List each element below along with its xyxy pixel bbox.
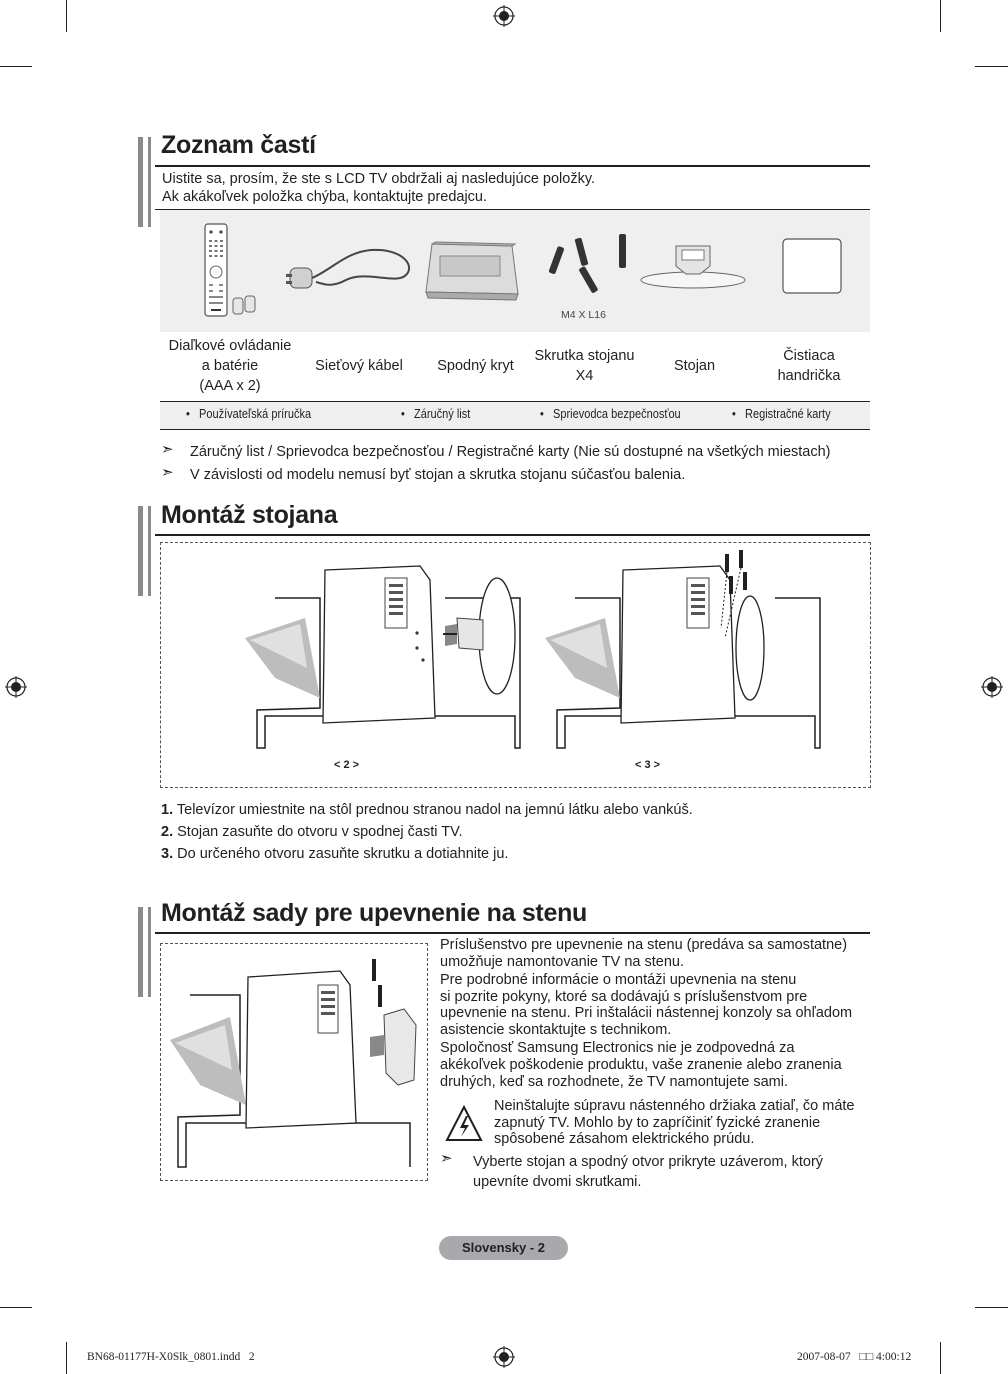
- part-caption: Stojan: [673, 358, 716, 374]
- section-title: Montáž stojana: [161, 501, 338, 529]
- wall-mount-figure: [170, 955, 420, 1170]
- part-caption: Spodný kryt: [437, 358, 514, 374]
- document-item: • Používateľská príručka: [186, 407, 312, 421]
- wall-paragraph-line: umožňuje namontovanie TV na stenu.: [440, 954, 684, 970]
- section-bar: [138, 506, 143, 596]
- note-text: Vyberte stojan a spodný otvor prikryte uzáverom, ktorý: [473, 1154, 824, 1170]
- note-text: V závislosti od modelu nemusí byť stojan a skrutka stojanu súčasťou balenia.: [190, 467, 686, 483]
- document-item: • Sprievodca bezpečnosťou: [540, 407, 681, 421]
- section-bar: [148, 137, 151, 227]
- crop-mark: [0, 1307, 32, 1308]
- part-caption: Skrutka stojanu X4: [534, 348, 635, 384]
- crop-mark: [0, 66, 32, 67]
- section-title: Montáž sady pre upevnenie na stenu: [161, 899, 588, 927]
- title-rule: [155, 534, 870, 536]
- note-text: upevníte dvomi skrutkami.: [473, 1174, 642, 1190]
- wall-paragraph-line: Pre podrobné informácie o montáži upevnenia na stenu: [440, 972, 797, 988]
- registration-mark-icon: [5, 676, 27, 698]
- date-slug: 2007-08-07 □□ 4:00:12: [797, 1351, 912, 1363]
- warning-line: Neinštalujte súpravu nástenného držiaka zatiaľ, čo máte: [494, 1098, 855, 1114]
- page-number-badge: Slovensky - 2: [439, 1236, 568, 1260]
- stand-screw-figure: [545, 548, 835, 753]
- note-arrow-icon: ➣: [161, 464, 174, 481]
- warning-line: zapnutý TV. Mohlo by to zapríčiniť fyzické zranenie: [494, 1115, 821, 1131]
- registration-mark-icon: [493, 1346, 515, 1368]
- intro-text: Ak akákoľvek položka chýba, kontaktujte predajcu.: [162, 189, 488, 205]
- note-text: Záručný list / Sprievodca bezpečnosťou / Registračné karty (Nie sú dostupné na všetkých miestach): [190, 444, 831, 460]
- wall-paragraph-line: si pozrite pokyny, ktoré sa dodávajú s príslušenstvom pre: [440, 989, 808, 1005]
- section-bar: [148, 506, 151, 596]
- screw-spec: M4 X L16: [561, 309, 606, 321]
- registration-mark-icon: [493, 5, 515, 27]
- note-arrow-icon: ➣: [161, 441, 174, 458]
- title-rule: [155, 932, 870, 934]
- crop-mark: [66, 0, 67, 32]
- bottom-cover-icon: [420, 234, 525, 304]
- stand-assembly-figure: [245, 558, 535, 753]
- electric-warning-icon: [445, 1105, 483, 1143]
- stand-icon: [638, 238, 748, 293]
- wall-paragraph-line: upevnenie na stenu. Pri inštalácii nástennej konzoly sa ohľadom: [440, 1005, 853, 1021]
- wall-paragraph-line: akékoľvek poškodenie produktu, vaše zranenie alebo zranenia: [440, 1057, 842, 1073]
- crop-mark: [940, 0, 941, 32]
- section-bar: [148, 907, 151, 997]
- warning-line: spôsobené zásahom elektrického prúdu.: [494, 1131, 755, 1147]
- figure-label: < 2 >: [334, 759, 360, 771]
- part-caption: Diaľkové ovládanie a batérie (AAA x 2): [168, 338, 292, 394]
- title-rule: [155, 165, 870, 167]
- divider: [160, 429, 870, 430]
- part-caption: Čistiaca handrička: [777, 348, 841, 384]
- step-item: 2. Stojan zasuňte do otvoru v spodnej časti TV.: [161, 824, 463, 840]
- remote-control-icon: [195, 220, 265, 320]
- power-cable-icon: [286, 240, 421, 300]
- step-item: 1. Televízor umiestnite na stôl prednou stranou nadol na jemnú látku alebo vankúš.: [161, 802, 693, 818]
- registration-mark-icon: [981, 676, 1003, 698]
- crop-mark: [66, 1342, 67, 1374]
- crop-mark: [975, 66, 1008, 67]
- step-item: 3. Do určeného otvoru zasuňte skrutku a dotiahnite ju.: [161, 846, 509, 862]
- cleaning-cloth-icon: [780, 236, 844, 296]
- wall-paragraph-line: Spoločnosť Samsung Electronics nie je zodpovedná za: [440, 1040, 795, 1056]
- section-bar: [138, 907, 143, 997]
- file-slug: BN68-01177H-X0Slk_0801.indd 2: [87, 1351, 255, 1363]
- part-caption: Sieťový kábel: [315, 358, 403, 374]
- document-item: • Registračné karty: [732, 407, 831, 421]
- document-item: • Záručný list: [401, 407, 471, 421]
- section-title: Zoznam častí: [161, 131, 316, 159]
- wall-paragraph-line: druhých, keď sa rozhodnete, že TV namontujete sami.: [440, 1074, 788, 1090]
- intro-text: Uistite sa, prosím, že ste s LCD TV obdržali aj nasledujúce položky.: [162, 171, 596, 187]
- wall-paragraph-line: asistencie skontaktujte s technikom.: [440, 1022, 672, 1038]
- crop-mark: [975, 1307, 1008, 1308]
- section-bar: [138, 137, 143, 227]
- wall-paragraph-line: Príslušenstvo pre upevnenie na stenu (predáva sa samostatne): [440, 937, 848, 953]
- figure-label: < 3 >: [635, 759, 661, 771]
- screws-icon: [543, 232, 638, 302]
- note-arrow-icon: ➣: [440, 1150, 453, 1167]
- crop-mark: [940, 1342, 941, 1374]
